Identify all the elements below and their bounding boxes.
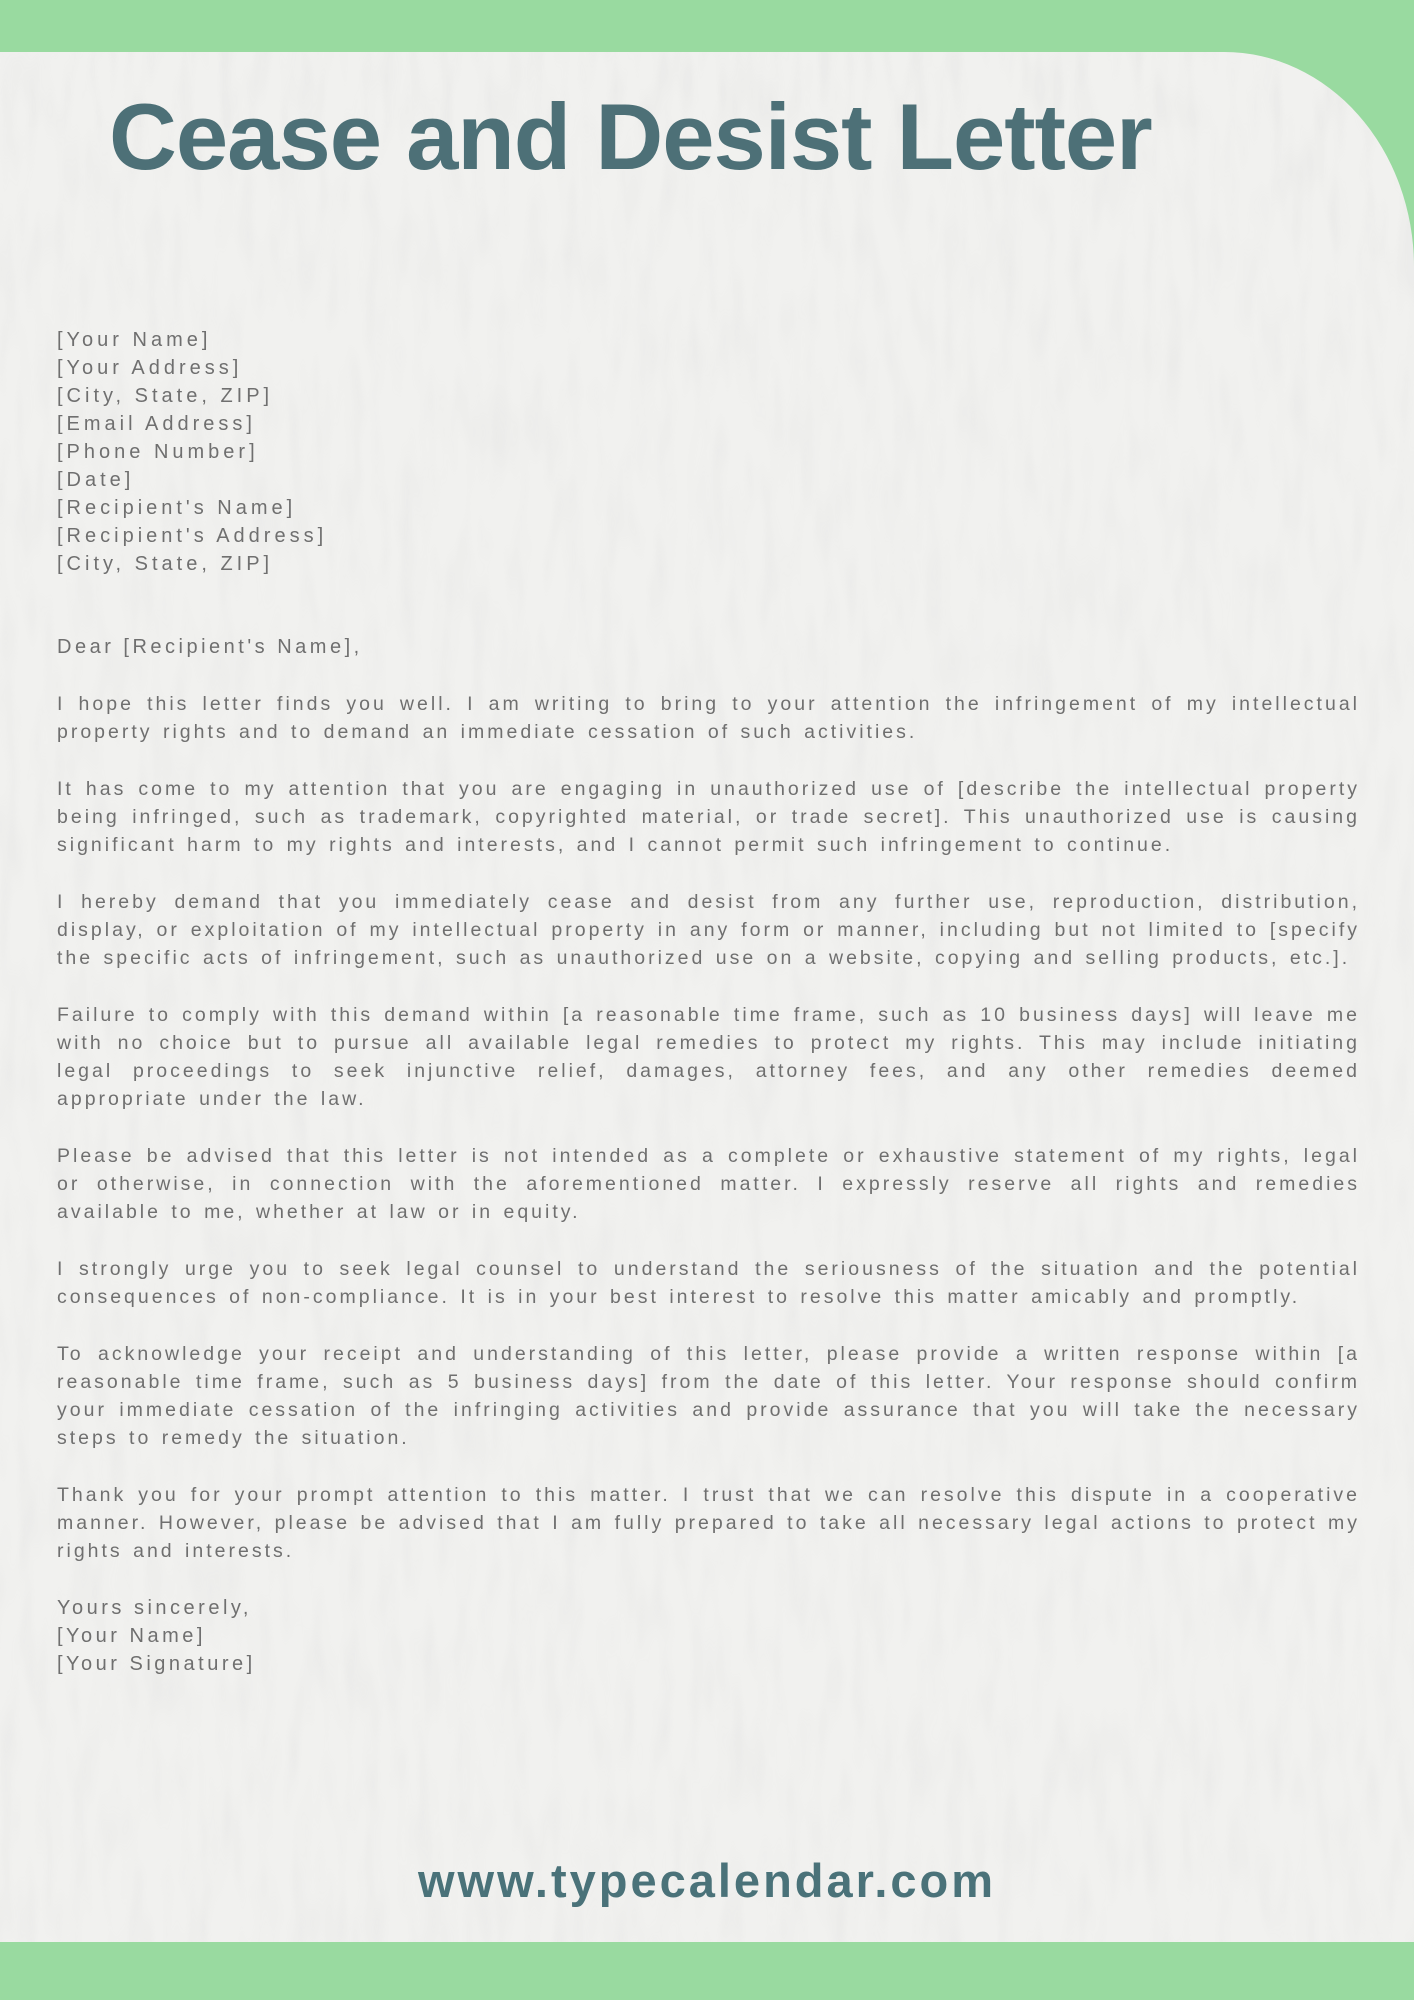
letter-paragraph: Thank you for your prompt attention to this matter. I trust that we can resolve this dispute in a cooperative manner. However, please be advised that I am fully prepared to take all necessary legal actions to protect my rights and interests.	[57, 1484, 1360, 1562]
address-line: [City, State, ZIP]	[57, 553, 274, 575]
address-line: [Your Address]	[57, 357, 243, 379]
closing-line: [Your Name]	[57, 1625, 206, 1647]
page-title: Cease and Desist Letter	[109, 84, 1152, 189]
address-line: [Date]	[57, 469, 135, 491]
letter-paragraph: I hope this letter finds you well. I am writing to bring to your attention the infringement of my intellectual property rights and to demand an immediate cessation of such activities.	[57, 693, 1360, 743]
letter-paper	[0, 52, 1414, 1942]
letter-paragraph: It has come to my attention that you are engaging in unauthorized use of [describe the intellectual property being infringed, such as trademark, copyrighted material, or trade secret]. This unauthorized use is causing significant harm to my rights and interests, and I cannot permit such infringement to continue.	[57, 778, 1360, 856]
letter-content	[0, 52, 1414, 1678]
address-line: [Recipient's Address]	[57, 525, 328, 547]
address-line: [Recipient's Name]	[57, 497, 297, 519]
address-line: [Email Address]	[57, 413, 256, 435]
closing-line: Yours sincerely,	[57, 1597, 252, 1619]
sender-recipient-block	[57, 326, 1360, 578]
letter-paragraph: To acknowledge your receipt and understanding of this letter, please provide a written response within [a reasonable time frame, such as 5 business days] from the date of this letter. Your response should confirm your immediate cessation of the infringing activities and provide assurance that you will take the necessary steps to remedy the situation.	[57, 1343, 1360, 1449]
letter-paragraph: I strongly urge you to seek legal counsel to understand the seriousness of the situation and the potential consequences of non-compliance. It is in your best interest to resolve this matter amicably and promptly.	[57, 1258, 1360, 1308]
closing-line: [Your Signature]	[57, 1653, 256, 1675]
address-line: [City, State, ZIP]	[57, 385, 274, 407]
letter-paragraph: Please be advised that this letter is not intended as a complete or exhaustive statement of my rights, legal or otherwise, in connection with the aforementioned matter. I expressly reserve all rights and remedies available to me, whether at law or in equity.	[57, 1145, 1360, 1223]
closing-block	[57, 1594, 1360, 1678]
website-footer: www.typecalendar.com	[417, 1854, 997, 1907]
address-line: [Your Name]	[57, 329, 212, 351]
letter-paragraph: I hereby demand that you immediately cease and desist from any further use, reproduction, distribution, display, or exploitation of my intellectual property in any form or manner, including but not limited to [specify the specific acts of infringement, such as unauthorized use on a website, copying and selling products, etc.].	[57, 891, 1360, 969]
letter-paragraph: Failure to comply with this demand within [a reasonable time frame, such as 10 business days] will leave me with no choice but to pursue all available legal remedies to protect my rights. This may include initiating legal proceedings to seek injunctive relief, damages, attorney fees, and any other remedies deemed appropriate under the law.	[57, 1004, 1360, 1110]
greeting: Dear [Recipient's Name],	[57, 636, 363, 658]
address-line: [Phone Number]	[57, 441, 259, 463]
